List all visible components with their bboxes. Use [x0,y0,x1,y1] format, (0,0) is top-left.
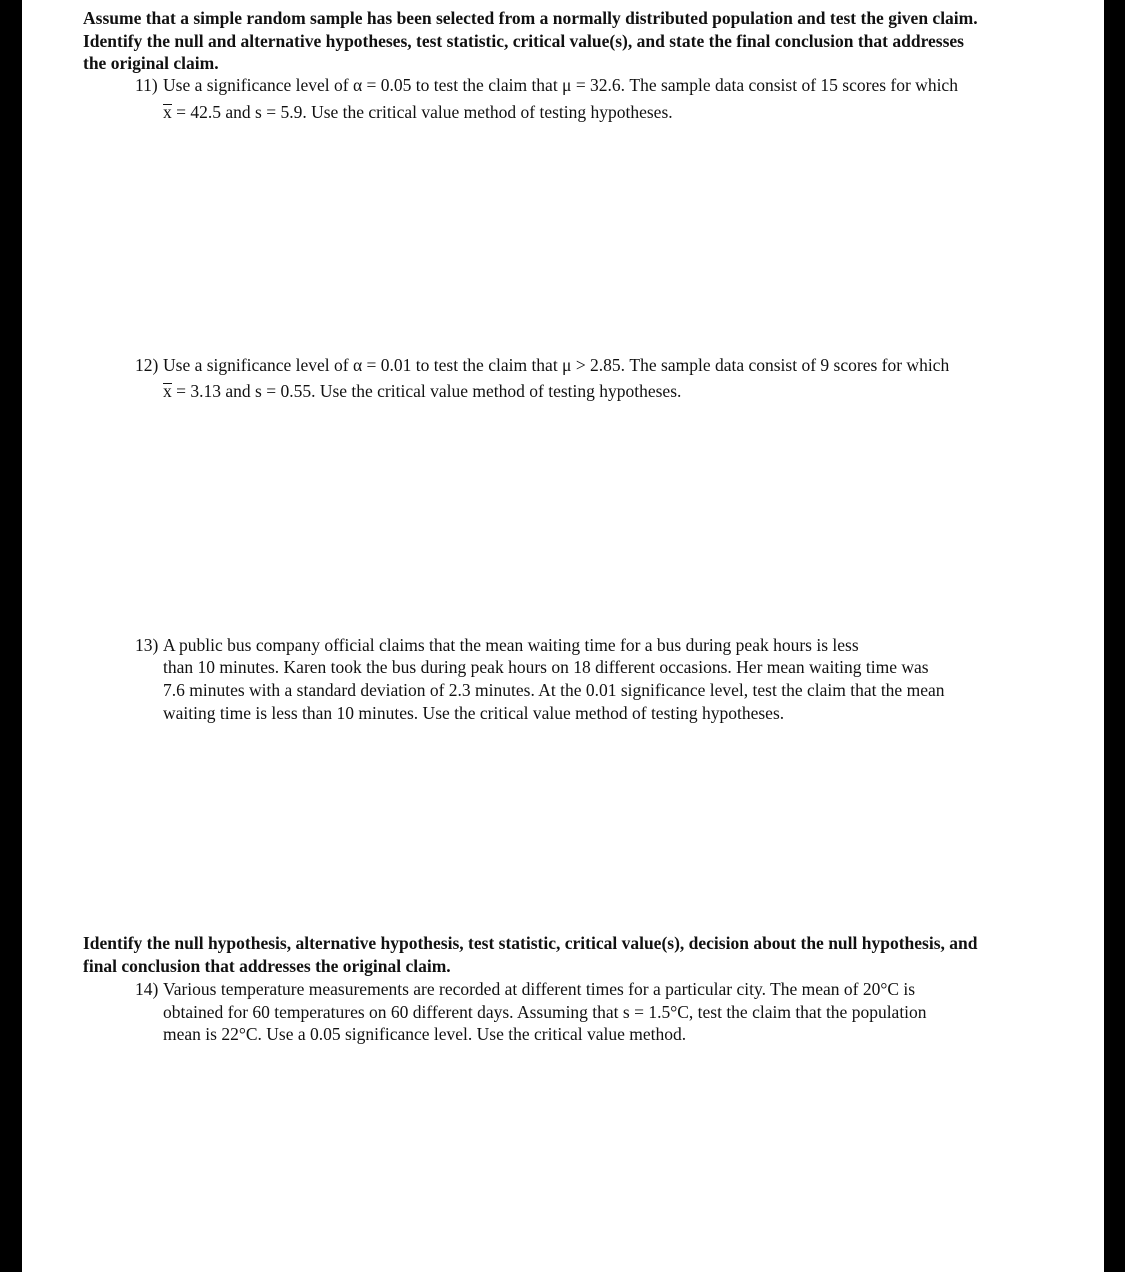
instruction-2-line-1: Identify the null hypothesis, alternative hypothesis, test statistic, critical value(s), decision about the null hypothesis, and [83,933,978,953]
problem-13-line-3: 7.6 minutes with a standard deviation of 2.3 minutes. At the 0.01 significance level, test the claim that the mean [163,680,945,700]
problem-14-number: 14) [135,979,159,999]
problem-12-line-1: Use a significance level of α = 0.01 to test the claim that μ > 2.85. The sample data consist of 9 scores for which [163,355,950,375]
instruction-line-2: Identify the null and alternative hypotheses, test statistic, critical value(s), and state the final conclusion that addresses [83,31,964,51]
problem-14-line-1: Various temperature measurements are recorded at different times for a particular city. The mean of 20°C is [163,979,916,999]
instruction-line-3: the original claim. [83,53,219,73]
problem-12-number: 12) [135,355,159,375]
worksheet-page [22,0,1104,1272]
problem-11-line-2 [163,101,673,124]
problem-13-line-2: than 10 minutes. Karen took the bus during peak hours on 18 different occasions. Her mean waiting time was [163,657,929,677]
problem-11-line-2-text: = 42.5 and s = 5.9. Use the critical value method of testing hypotheses. [171,102,673,122]
problem-14-line-2: obtained for 60 temperatures on 60 different days. Assuming that s = 1.5°C, test the claim that the population [163,1002,927,1022]
problem-12-line-2 [163,380,681,403]
problem-11-line-1: Use a significance level of α = 0.05 to test the claim that μ = 32.6. The sample data consist of 15 scores for which [163,75,958,95]
problem-13-number: 13) [135,635,159,655]
problem-11-number: 11) [135,75,158,95]
instruction-line-1: Assume that a simple random sample has been selected from a normally distributed population and test the given claim. [83,8,978,28]
xbar-symbol: x [163,102,172,122]
problem-13-line-1: A public bus company official claims that the mean waiting time for a bus during peak hours is less [163,635,859,655]
problem-13-line-4: waiting time is less than 10 minutes. Use the critical value method of testing hypotheses. [163,703,785,723]
xbar-symbol: x [163,381,172,401]
instruction-2-line-2: final conclusion that addresses the original claim. [83,956,451,976]
problem-12-line-2-text: = 3.13 and s = 0.55. Use the critical value method of testing hypotheses. [171,381,682,401]
problem-14-line-3: mean is 22°C. Use a 0.05 significance level. Use the critical value method. [163,1024,687,1044]
